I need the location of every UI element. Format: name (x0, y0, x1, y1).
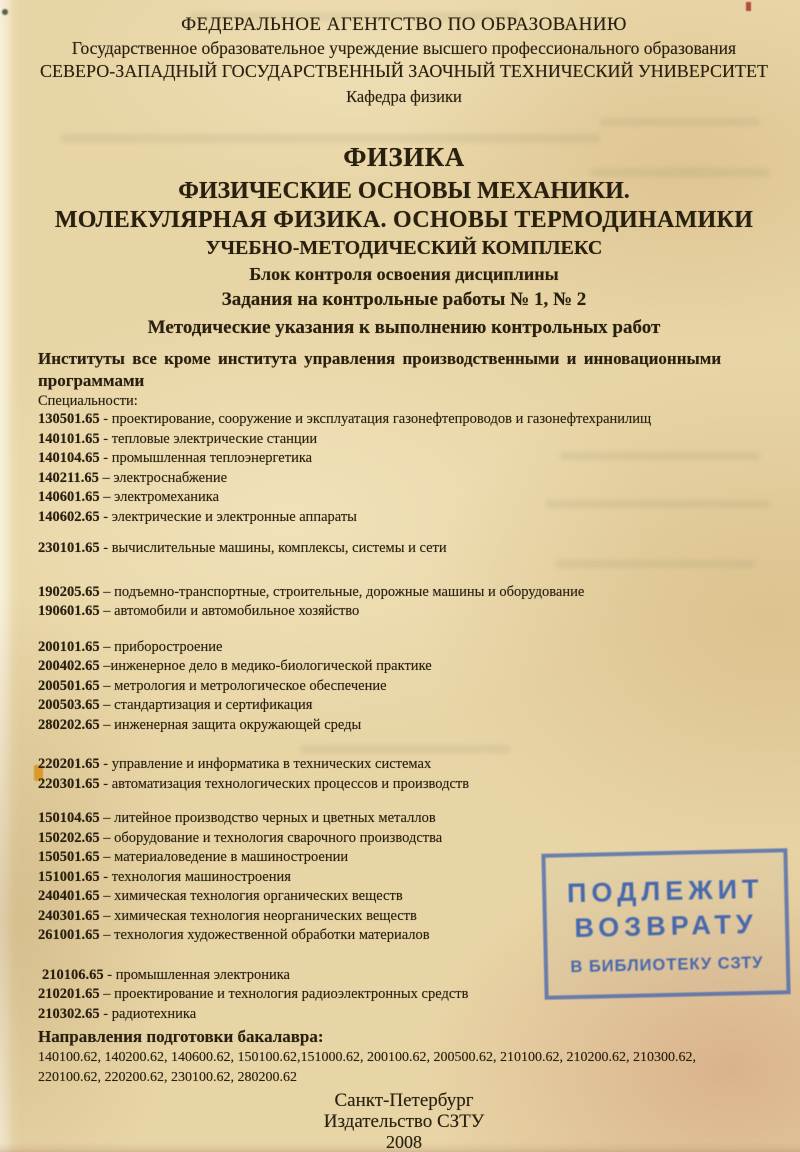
specialty-group (38, 583, 770, 622)
course-title-line1: ФИЗИЧЕСКИЕ ОСНОВЫ МЕХАНИКИ. (178, 178, 630, 204)
department-line: Кафедра физики (346, 87, 462, 106)
specialty-code: 240301.65 (38, 907, 100, 924)
specialty-group (38, 755, 770, 794)
specialty-row (38, 602, 770, 622)
institutes-note: Институты все кроме института управления производственными и инновационными программами (38, 349, 722, 390)
specialty-code: 230101.65 (38, 540, 100, 556)
imprint-city: Санкт-Петербург (334, 1090, 474, 1111)
specialty-row (38, 539, 770, 559)
specialty-code: 151001.65 (38, 868, 100, 885)
specialty-code: 200503.65 (38, 697, 100, 713)
specialty-name: – материаловедение в машиностроении (103, 849, 349, 865)
specialty-row (38, 488, 770, 508)
specialty-name: - технология машиностроения (103, 868, 291, 885)
specialty-name: – химическая технология органических веществ (103, 888, 403, 904)
bachelor-codes-line1: 140100.62, 140200.62, 140600.62, 150100.62,151000.62, 200100.62, 200500.62, 210100.62, 210200.62, 210300.62, (38, 1050, 696, 1065)
imprint-publisher: Издательство СЗТУ (323, 1111, 485, 1132)
federal-agency-line: ФЕДЕРАЛЬНОЕ АГЕНТСТВО ПО ОБРАЗОВАНИЮ (181, 14, 627, 35)
specialty-code: 200501.65 (38, 677, 100, 694)
specialty-row (38, 469, 770, 489)
specialty-code: 220201.65 (38, 756, 100, 772)
specialty-code: 190205.65 (38, 583, 100, 600)
specialty-code: 150501.65 (38, 849, 100, 865)
specialty-code: 130501.65 (38, 411, 100, 427)
specialty-code: 261001.65 (38, 927, 100, 943)
university-name-line: СЕВЕРО-ЗАПАДНЫЙ ГОСУДАРСТВЕННЫЙ ЗАОЧНЫЙ ТЕХНИЧЕСКИЙ УНИВЕРСИТЕТ (39, 61, 768, 81)
specialty-name: – приборостроение (103, 638, 223, 655)
specialty-code: 150104.65 (38, 810, 100, 826)
stamp-line-2: ВОЗВРАТУ (574, 908, 759, 943)
specialty-code: 150202.65 (38, 829, 100, 846)
bachelor-codes-line2: 220100.62, 220200.62, 230100.62, 280200.62 (38, 1070, 297, 1085)
specialty-name: – проектирование и технология радиоэлектронных средств (103, 986, 469, 1002)
subject-title: ФИЗИКА (343, 142, 465, 172)
specialty-row (38, 809, 770, 829)
specialty-row (38, 696, 770, 716)
control-block-title: Блок контроля освоения дисциплины (249, 264, 559, 284)
specialty-code: 210302.65 (38, 1005, 100, 1022)
specialty-name: – электромеханика (103, 489, 220, 505)
specialty-name: – химическая технология неорганических веществ (103, 907, 417, 924)
stamp-line-3: В БИБЛИОТЕКУ СЗТУ (570, 953, 764, 976)
stamp-line-1: ПОДЛЕЖИТ (566, 873, 764, 908)
bachelor-directions-label: Направления подготовки бакалавра: (38, 1027, 324, 1046)
specialty-name: –инженерное дело в медико-биологической практике (103, 658, 432, 674)
specialty-code: 200101.65 (38, 638, 100, 655)
library-return-stamp (541, 848, 790, 1000)
specialty-name: – метрология и метрологическое обеспечение (103, 677, 387, 694)
specialty-code: 280202.65 (38, 716, 100, 733)
specialty-name: - проектирование, сооружение и эксплуатация газонефтепроводов и газонефтехранилищ (103, 411, 652, 427)
specialty-row (38, 677, 770, 697)
specialty-row (38, 410, 770, 430)
assignments-title: Задания на контрольные работы № 1, № 2 (221, 289, 587, 310)
specialty-code: 210106.65 (42, 966, 104, 983)
course-title-line2: МОЛЕКУЛЯРНАЯ ФИЗИКА. ОСНОВЫ ТЕРМОДИНАМИКИ (54, 207, 754, 233)
specialty-code: 200402.65 (38, 658, 100, 674)
specialty-code: 140602.65 (38, 508, 100, 525)
specialty-name: – литейное производство черных и цветных металлов (103, 810, 436, 826)
specialty-row (38, 638, 770, 658)
specialty-name: - электрические и электронные аппараты (103, 508, 357, 525)
specialty-group (38, 638, 770, 736)
specialty-name: – технология художественной обработки материалов (103, 927, 430, 943)
specialty-row (38, 449, 770, 469)
specialty-row (38, 775, 770, 795)
specialty-code: 220301.65 (38, 775, 100, 792)
complex-title: УЧЕБНО-МЕТОДИЧЕСКИЙ КОМПЛЕКС (205, 237, 603, 259)
specialty-name: – стандартизация и сертификация (103, 697, 313, 713)
specialty-row (38, 716, 770, 736)
specialty-name: - тепловые электрические станции (103, 430, 318, 447)
specialty-code: 210201.65 (38, 986, 100, 1002)
specialty-name: - промышленная электроника (107, 966, 290, 983)
specialty-group (38, 410, 770, 527)
specialty-name: – электроснабжение (102, 469, 228, 486)
specialties-label: Специальности: (38, 393, 138, 409)
specialty-row (38, 583, 770, 603)
specialty-name: - радиотехника (103, 1005, 197, 1022)
specialty-code: 190601.65 (38, 603, 100, 619)
imprint-year: 2008 (386, 1132, 422, 1152)
imprint (38, 1090, 770, 1152)
specialty-code: 140101.65 (38, 430, 100, 447)
specialty-row (38, 1005, 770, 1025)
specialty-name: – инженерная защита окружающей среды (103, 716, 362, 733)
specialty-row (38, 508, 770, 528)
specialty-name: - промышленная теплоэнергетика (103, 450, 313, 466)
specialty-group (38, 539, 770, 559)
specialty-name: - вычислительные машины, комплексы, системы и сети (103, 540, 447, 556)
guidelines-title: Методические указания к выполнению контрольных работ (147, 317, 661, 338)
specialty-code: 140104.65 (38, 450, 100, 466)
specialty-code: 240401.65 (38, 888, 100, 904)
specialty-name: - управление и информатика в технических системах (103, 756, 432, 772)
specialty-row (38, 829, 770, 849)
specialty-code: 140211.65 (38, 469, 99, 486)
institution-type-line: Государственное образовательное учреждение высшего профессионального образования (71, 38, 737, 58)
specialty-name: – оборудование и технология сварочного производства (103, 829, 443, 846)
specialty-row (38, 430, 770, 450)
specialty-name: - автоматизация технологических процессов и производств (103, 775, 470, 792)
specialty-name: – подъемно-транспортные, строительные, дорожные машины и оборудование (103, 583, 585, 600)
specialty-code: 140601.65 (38, 489, 100, 505)
specialty-row (38, 755, 770, 775)
specialty-name: – автомобили и автомобильное хозяйство (103, 603, 360, 619)
specialty-row (38, 657, 770, 677)
